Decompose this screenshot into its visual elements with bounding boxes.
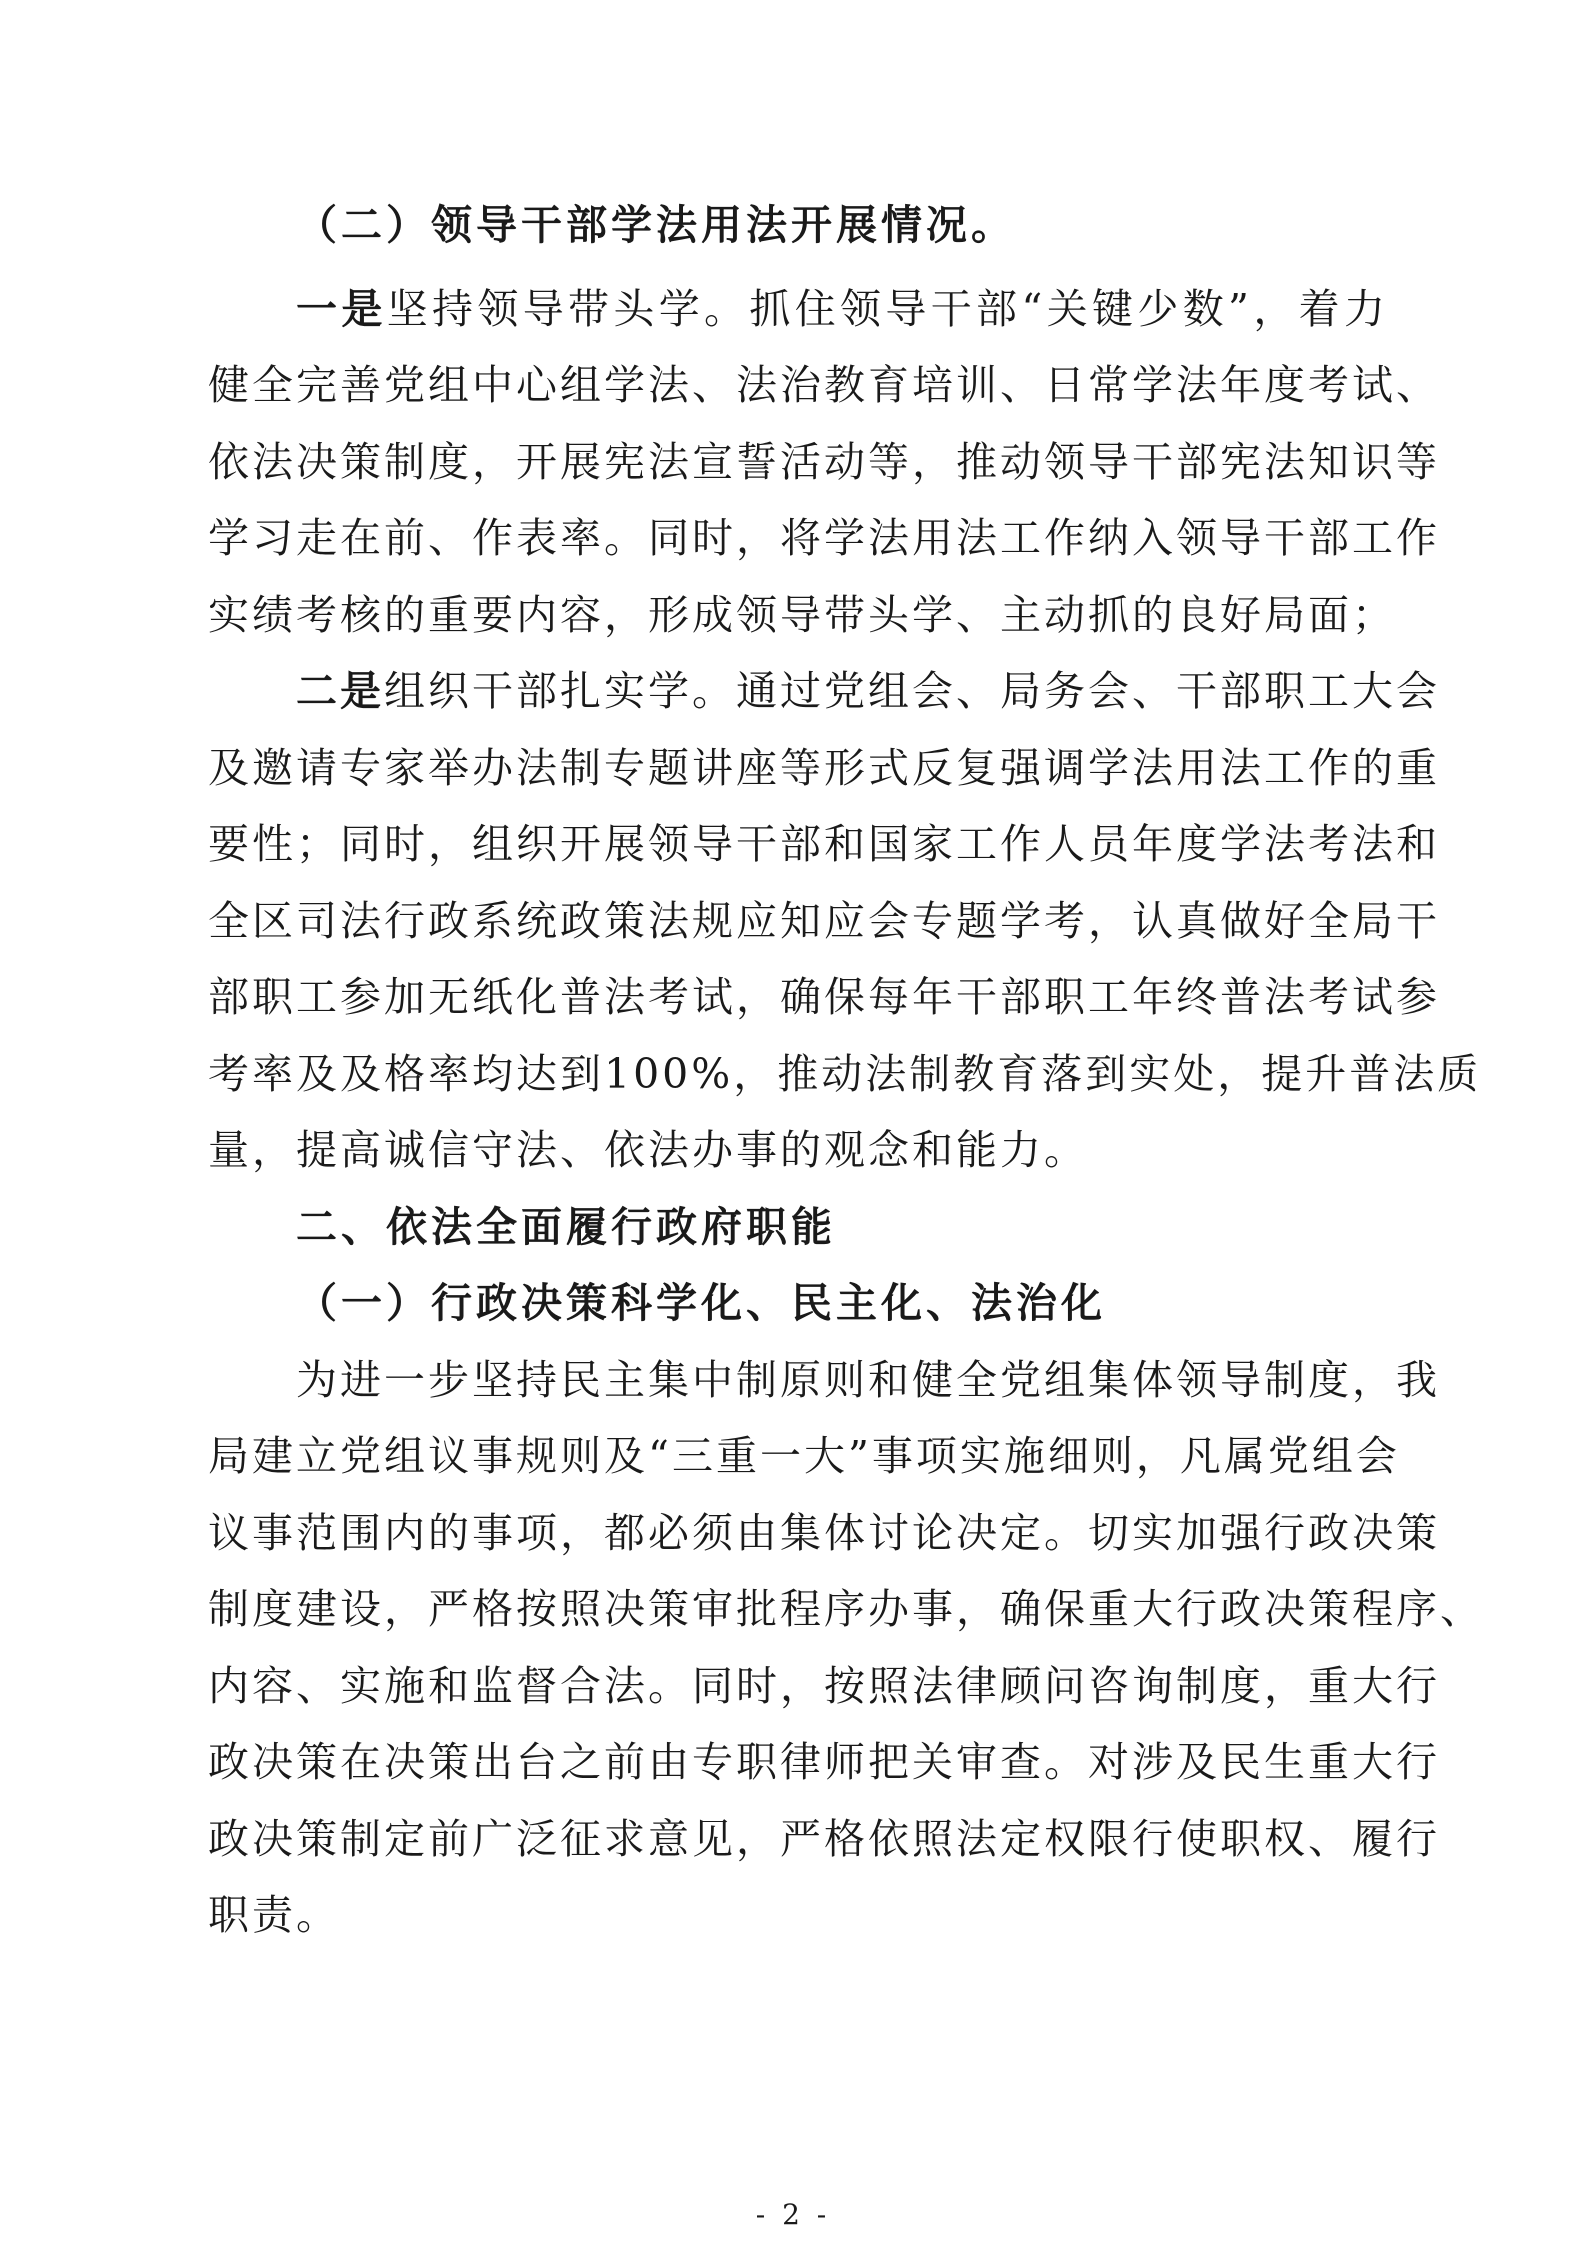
- paragraph-line: 量，提高诚信守法、依法办事的观念和能力。: [208, 1126, 1088, 1174]
- paragraph-line: 制度建设，严格按照决策审批程序办事，确保重大行政决策程序、: [208, 1585, 1484, 1633]
- paragraph-line: 政决策在决策出台之前由专职律师把关审查。对涉及民生重大行: [208, 1738, 1440, 1786]
- paragraph-line: 实绩考核的重要内容，形成领导带头学、主动抓的良好局面；: [208, 591, 1396, 639]
- paragraph-line: 要性；同时，组织开展领导干部和国家工作人员年度学法考法和: [208, 820, 1440, 868]
- paragraph-line: [296, 284, 1388, 334]
- paragraph-line: 政决策制定前广泛征求意见，严格依照法定权限行使职权、履行: [208, 1815, 1440, 1863]
- paragraph-line: [296, 666, 1440, 716]
- paragraph-line: 全区司法行政系统政策法规应知应会专题学考，认真做好全局干: [208, 897, 1440, 945]
- paragraph-line: 部职工参加无纸化普法考试，确保每年干部职工年终普法考试参: [208, 973, 1440, 1021]
- paragraph-text: 组织干部扎实学。通过党组会、局务会、干部职工大会: [384, 667, 1440, 715]
- subsection-heading-decision-making: （一）行政决策科学化、民主化、法治化: [296, 1279, 1106, 1327]
- item-lead-2: 二是: [296, 667, 384, 715]
- item-lead-1: 一是: [296, 285, 387, 333]
- paragraph-line: 健全完善党组中心组学法、法治教育培训、日常学法年度考试、: [208, 361, 1440, 409]
- paragraph-line: 考率及及格率均达到100%，推动法制教育落到实处，提升普法质: [208, 1050, 1482, 1098]
- paragraph-line: 为进一步坚持民主集中制原则和健全党组集体领导制度，我: [296, 1356, 1440, 1404]
- section-heading-government-functions: 二、依法全面履行政府职能: [296, 1203, 836, 1251]
- paragraph-line: 职责。: [208, 1891, 340, 1939]
- paragraph-line: 依法决策制度，开展宪法宣誓活动等，推动领导干部宪法知识等: [208, 438, 1440, 486]
- paragraph-line: 学习走在前、作表率。同时，将学法用法工作纳入领导干部工作: [208, 514, 1440, 562]
- page-number: - 2 -: [755, 2198, 831, 2231]
- paragraph-text: 坚持领导带头学。抓住领导干部“关键少数”，着力: [386, 285, 1389, 333]
- paragraph-line: 议事范围内的事项，都必须由集体讨论决定。切实加强行政决策: [208, 1509, 1440, 1557]
- section-heading-leadership-study: （二）领导干部学法用法开展情况。: [296, 201, 1016, 249]
- paragraph-line: 及邀请专家举办法制专题讲座等形式反复强调学法用法工作的重: [208, 744, 1440, 792]
- paragraph-line: 局建立党组议事规则及“三重一大”事项实施细则，凡属党组会: [208, 1432, 1400, 1480]
- paragraph-line: 内容、实施和监督合法。同时，按照法律顾问咨询制度，重大行: [208, 1662, 1440, 1710]
